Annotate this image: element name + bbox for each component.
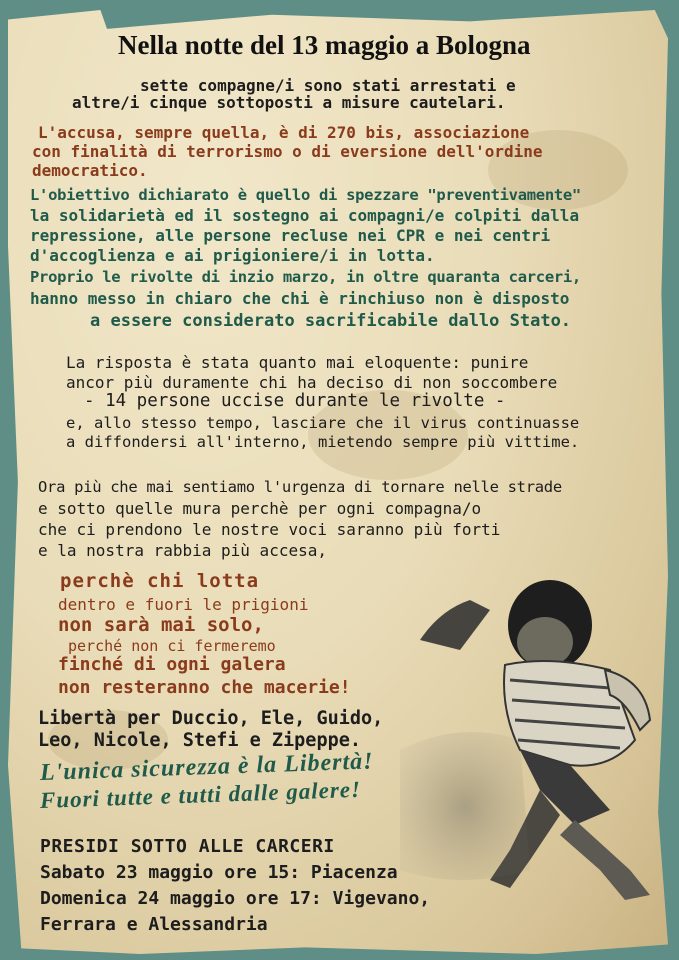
risposta-line: a diffondersi all'interno, mietendo sempre più vittime. [66, 433, 580, 451]
accusa-line: con finalità di terrorismo o di eversione dell'ordine [32, 142, 543, 161]
presidi-line: Domenica 24 maggio ore 17: Vigevano, [40, 888, 431, 909]
perche-line: perchè chi lotta [60, 570, 260, 592]
obiettivo-line: L'obiettivo dichiarato è quello di spezzare "preventivamente" [30, 186, 581, 204]
obiettivo-line: Proprio le rivolte di inzio marzo, in oltre quaranta carceri, [30, 268, 581, 286]
ora-line: che ci prendono le nostre voci saranno più forti [38, 520, 501, 539]
presidi-line: Ferrara e Alessandria [40, 914, 268, 935]
liberta-line: Libertà per Duccio, Ele, Guido, [38, 708, 384, 729]
obiettivo-line: repressione, alle persone recluse nei CPR e nei centri [30, 226, 551, 245]
accusa-line: L'accusa, sempre quella, è di 270 bis, associazione [38, 123, 530, 142]
accusa-line: democratico. [32, 161, 148, 180]
slogan-line: L'unica sicurezza è la Libertà! [39, 748, 374, 786]
obiettivo-line: a essere considerato sacrificabile dallo Stato. [90, 311, 572, 331]
perche-line: finché di ogni galera [58, 654, 286, 675]
liberta-line: Leo, Nicole, Stefi e Zipeppe. [38, 730, 362, 751]
risposta-line: La risposta è stata quanto mai eloquente: punire [66, 353, 529, 372]
risposta-line: ancor più duramente chi ha deciso di non soccombere [66, 373, 558, 392]
ora-line: Ora più che mai sentiamo l'urgenza di tornare nelle strade [38, 478, 562, 496]
presidi-line: Sabato 23 maggio ore 15: Piacenza [40, 862, 398, 883]
risposta-line: e, allo stesso tempo, lasciare che il virus continuasse [66, 414, 580, 432]
page-title: Nella notte del 13 maggio a Bologna [118, 30, 531, 60]
perche-line: dentro e fuori le prigioni [58, 595, 309, 614]
perche-line: non resteranno che macerie! [58, 677, 351, 698]
obiettivo-line: hanno messo in chiaro che chi è rinchiuso non è disposto [30, 289, 570, 308]
ora-line: e sotto quelle mura perchè per ogni compagna/o [38, 499, 482, 518]
intro-line: altre/i cinque sottoposti a misure cautelari. [72, 93, 506, 112]
slogan-line: Fuori tutte e tutti dalle galere! [39, 776, 362, 813]
perche-line: non sarà mai solo, [58, 614, 264, 636]
perche-line: perché non ci fermeremo [68, 637, 276, 655]
intro-line: sette compagne/i sono stati arrestati e [140, 76, 516, 95]
risposta-line: - 14 persone uccise durante le rivolte - [84, 391, 506, 411]
ora-line: e la nostra rabbia più accesa, [38, 541, 327, 560]
obiettivo-line: d'accoglienza e ai prigioniere/i in lotta. [30, 246, 435, 265]
presidi-heading: PRESIDI SOTTO ALLE CARCERI [40, 836, 335, 857]
obiettivo-line: la solidarietà ed il sostegno ai compagni/e colpiti dalla [30, 206, 580, 225]
